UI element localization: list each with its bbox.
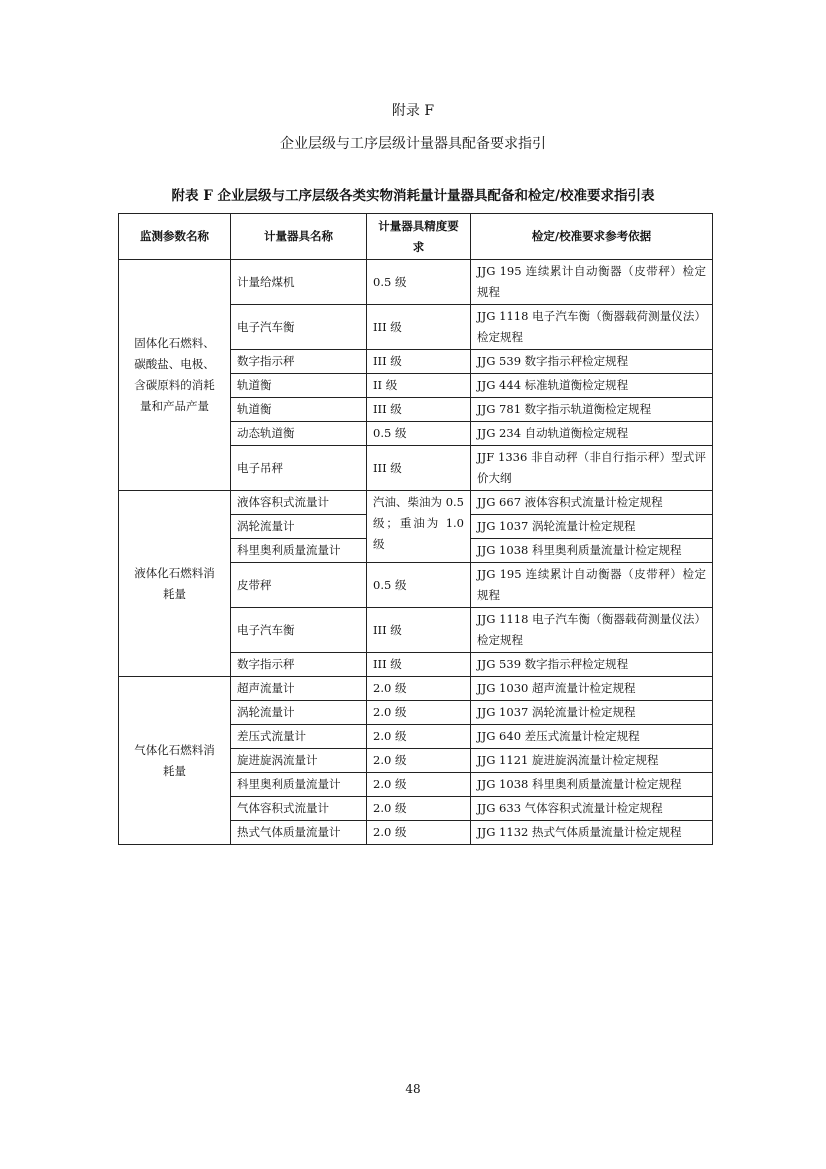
accuracy-cell: 2.0 级 [367, 821, 471, 845]
basis-cell: JJG 1038 科里奥利质量流量计检定规程 [471, 539, 713, 563]
basis-cell: JJG 633 气体容积式流量计检定规程 [471, 797, 713, 821]
accuracy-cell: 2.0 级 [367, 677, 471, 701]
header-param: 监测参数名称 [119, 214, 231, 260]
accuracy-cell: 0.5 级 [367, 422, 471, 446]
basis-cell: JJG 640 差压式流量计检定规程 [471, 725, 713, 749]
accuracy-cell: III 级 [367, 653, 471, 677]
instrument-cell: 电子汽车衡 [231, 305, 367, 350]
param-cell-solid: 固体化石燃料、碳酸盐、电极、含碳原料的消耗量和产品产量 [119, 260, 231, 491]
instrument-cell: 轨道衡 [231, 398, 367, 422]
basis-cell: JJG 195 连续累计自动衡器（皮带秤）检定规程 [471, 260, 713, 305]
accuracy-cell: II 级 [367, 374, 471, 398]
instrument-cell: 动态轨道衡 [231, 422, 367, 446]
instrument-cell: 科里奥利质量流量计 [231, 773, 367, 797]
instrument-cell: 轨道衡 [231, 374, 367, 398]
accuracy-cell: III 级 [367, 350, 471, 374]
basis-cell: JJG 234 自动轨道衡检定规程 [471, 422, 713, 446]
accuracy-cell: III 级 [367, 608, 471, 653]
instrument-cell: 液体容积式流量计 [231, 491, 367, 515]
header-basis: 检定/校准要求参考依据 [471, 214, 713, 260]
accuracy-cell: III 级 [367, 398, 471, 422]
accuracy-cell: 2.0 级 [367, 701, 471, 725]
instrument-cell: 计量给煤机 [231, 260, 367, 305]
instrument-cell: 科里奥利质量流量计 [231, 539, 367, 563]
table-header-row [119, 214, 713, 260]
header-accuracy: 计量器具精度要求 [367, 214, 471, 260]
accuracy-cell-merged: 汽油、柴油为 0.5 级；重油为 1.0 级 [367, 491, 471, 563]
accuracy-cell: 0.5 级 [367, 563, 471, 608]
basis-cell: JJG 1118 电子汽车衡（衡器载荷测量仪法）检定规程 [471, 608, 713, 653]
instrument-cell: 气体容积式流量计 [231, 797, 367, 821]
appendix-title: 企业层级与工序层级计量器具配备要求指引 [280, 136, 546, 152]
accuracy-cell: 0.5 级 [367, 260, 471, 305]
accuracy-cell: 2.0 级 [367, 725, 471, 749]
param-cell-liquid: 液体化石燃料消耗量 [119, 491, 231, 677]
accuracy-cell: 2.0 级 [367, 797, 471, 821]
accuracy-cell: 2.0 级 [367, 749, 471, 773]
basis-cell: JJG 1132 热式气体质量流量计检定规程 [471, 821, 713, 845]
basis-cell: JJG 667 液体容积式流量计检定规程 [471, 491, 713, 515]
basis-cell: JJG 1037 涡轮流量计检定规程 [471, 701, 713, 725]
instrument-cell: 涡轮流量计 [231, 515, 367, 539]
instrument-cell: 超声流量计 [231, 677, 367, 701]
basis-cell: JJG 1030 超声流量计检定规程 [471, 677, 713, 701]
instrument-cell: 差压式流量计 [231, 725, 367, 749]
basis-cell: JJG 1037 涡轮流量计检定规程 [471, 515, 713, 539]
table-row [119, 491, 713, 515]
basis-cell: JJG 195 连续累计自动衡器（皮带秤）检定规程 [471, 563, 713, 608]
basis-cell: JJG 1121 旋进旋涡流量计检定规程 [471, 749, 713, 773]
instrument-cell: 电子吊秤 [231, 446, 367, 491]
header-instrument: 计量器具名称 [231, 214, 367, 260]
instrument-cell: 数字指示秤 [231, 350, 367, 374]
appendix-label: 附录 F [391, 103, 435, 119]
accuracy-cell: III 级 [367, 305, 471, 350]
table-title: 附表 F 企业层级与工序层级各类实物消耗量计量器具配备和检定/校准要求指引表 [171, 188, 655, 204]
table-row [119, 677, 713, 701]
basis-cell: JJG 539 数字指示秤检定规程 [471, 350, 713, 374]
basis-cell: JJF 1336 非自动秤（非自行指示秤）型式评价大纲 [471, 446, 713, 491]
instrument-cell: 电子汽车衡 [231, 608, 367, 653]
instrument-cell: 数字指示秤 [231, 653, 367, 677]
table-row [119, 260, 713, 305]
instrument-cell: 旋进旋涡流量计 [231, 749, 367, 773]
page-number: 48 [405, 1082, 421, 1096]
instrument-cell: 热式气体质量流量计 [231, 821, 367, 845]
basis-cell: JJG 1118 电子汽车衡（衡器载荷测量仪法）检定规程 [471, 305, 713, 350]
basis-cell: JJG 539 数字指示秤检定规程 [471, 653, 713, 677]
instrument-cell: 涡轮流量计 [231, 701, 367, 725]
basis-cell: JJG 444 标准轨道衡检定规程 [471, 374, 713, 398]
accuracy-cell: III 级 [367, 446, 471, 491]
instrument-cell: 皮带秤 [231, 563, 367, 608]
requirements-table [118, 213, 713, 845]
basis-cell: JJG 1038 科里奥利质量流量计检定规程 [471, 773, 713, 797]
basis-cell: JJG 781 数字指示轨道衡检定规程 [471, 398, 713, 422]
accuracy-cell: 2.0 级 [367, 773, 471, 797]
param-cell-gas: 气体化石燃料消耗量 [119, 677, 231, 845]
